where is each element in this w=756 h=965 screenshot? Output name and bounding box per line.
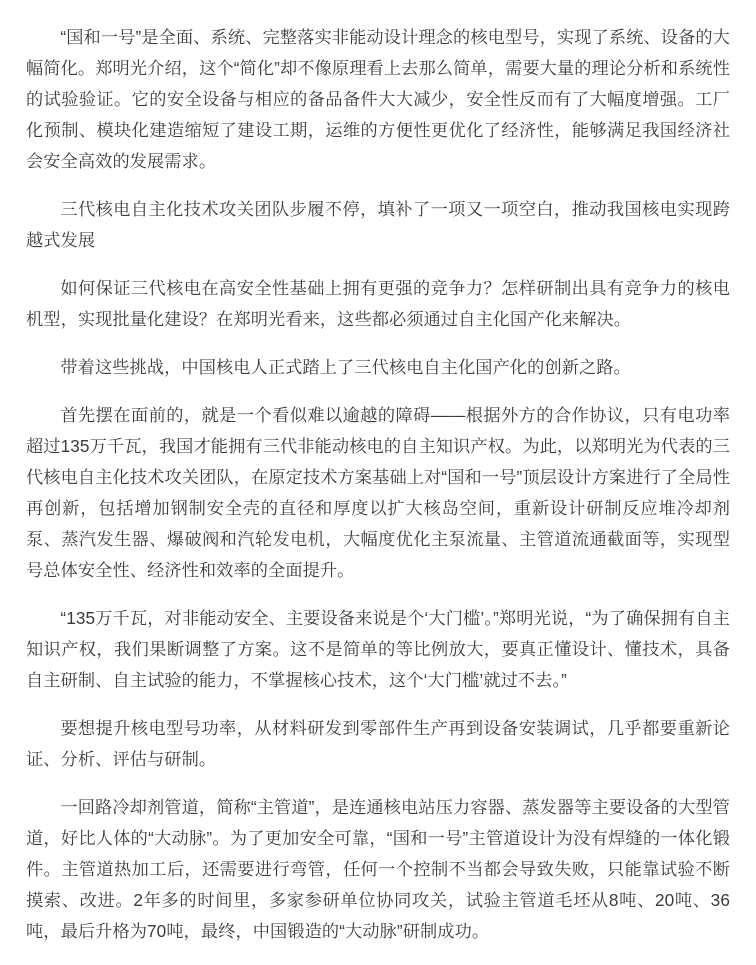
paragraph: 要想提升核电型号功率，从材料研发到零部件生产再到设备安装调试，几乎都要重新论证、分析、评估与研制。 — [26, 718, 730, 769]
paragraph: 带着这些挑战，中国核电人正式踏上了三代核电自主化国产化的创新之路。 — [60, 357, 631, 377]
paragraph: 首先摆在面前的，就是一个看似难以逾越的障碍——根据外方的合作协议，只有电功率超过135万千瓦，我国才能拥有三代非能动核电的自主知识产权。为此，以郑明光为代表的三代核电自主化技术攻关团队，在原定技术方案基础上对“国和一号”顶层设计方案进行了全局性再创新，包括增加钢制安全壳的直径和厚度以扩大核岛空间，重新设计研制反应堆冷却剂泵、蒸汽发生器、爆破阀和汽轮发电机，大幅度优化主泵流量、主管道流通截面等，实现型号总体安全性、经济性和效率的全面提升。 — [26, 405, 730, 580]
paragraph: 三代核电自主化技术攻关团队步履不停，填补了一项又一项空白，推动我国核电实现跨越式发展 — [26, 199, 730, 250]
article-body — [26, 22, 730, 947]
paragraph: 一回路冷却剂管道，简称“主管道”，是连通核电站压力容器、蒸发器等主要设备的大型管道，好比人体的“大动脉”。为了更加安全可靠，“国和一号”主管道设计为没有焊缝的一体化锻件。主管道热加工后，还需要进行弯管，任何一个控制不当都会导致失败，只能靠试验不断摸索、改进。2年多的时间里，多家参研单位协同攻关，试验主管道毛坯从8吨、20吨、36吨，最后升格为70吨，最终，中国锻造的“大动脉”研制成功。 — [26, 797, 730, 941]
paragraph: “135万千瓦，对非能动安全、主要设备来说是个‘大门槛’。”郑明光说，“为了确保拥有自主知识产权，我们果断调整了方案。这不是简单的等比例放大，要真正懂设计、懂技术，具备自主研制、自主试验的能力，不掌握核心技术，这个‘大门槛’就过不去。” — [26, 608, 730, 690]
paragraph: 如何保证三代核电在高安全性基础上拥有更强的竞争力？怎样研制出具有竞争力的核电机型，实现批量化建设？在郑明光看来，这些都必须通过自主化国产化来解决。 — [26, 278, 730, 329]
paragraph: “国和一号”是全面、系统、完整落实非能动设计理念的核电型号，实现了系统、设备的大幅简化。郑明光介绍，这个“简化”却不像原理看上去那么简单，需要大量的理论分析和系统性的试验验证。它的安全设备与相应的备品备件大大减少，安全性反而有了大幅度增强。工厂化预制、模块化建造缩短了建设工期，运维的方便性更优化了经济性，能够满足我国经济社会安全高效的发展需求。 — [26, 27, 730, 171]
